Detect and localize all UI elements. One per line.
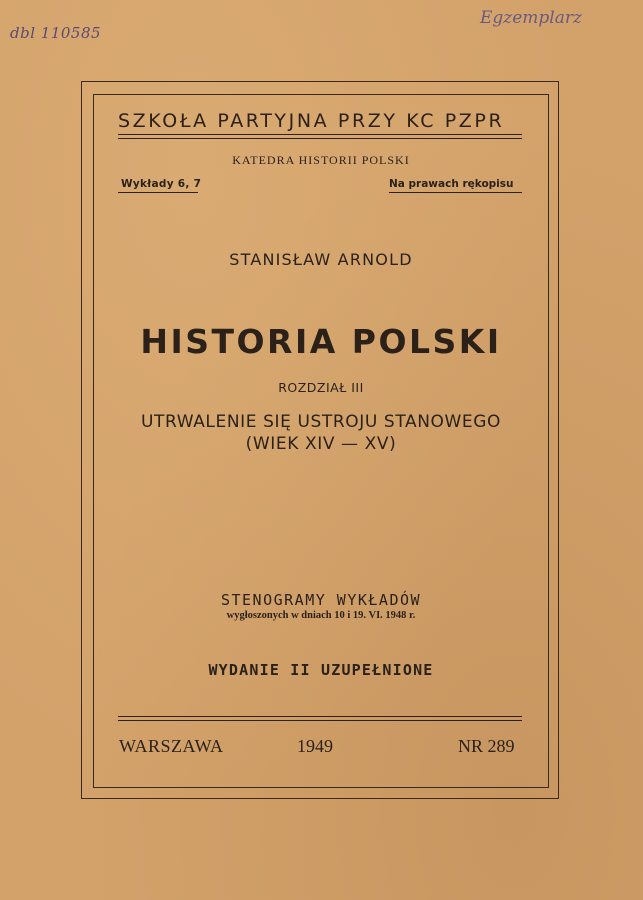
- publication-year: 1949: [297, 736, 333, 756]
- department-name: KATEDRA HISTORII POLSKI: [232, 153, 410, 167]
- divider: [118, 134, 522, 135]
- rights-note: Na prawach rękopisu: [389, 178, 514, 190]
- publication-city: WARSZAWA: [119, 736, 224, 756]
- handwritten-catalog-number: dbl 110585: [10, 24, 102, 42]
- divider: [389, 192, 522, 193]
- edition-label: WYDANIE II UZUPEŁNIONE: [208, 661, 434, 679]
- divider: [118, 192, 198, 193]
- book-title: HISTORIA POLSKI: [140, 322, 502, 361]
- delivery-dates: wygłoszonych w dniach 10 i 19. VI. 1948 r.: [226, 610, 416, 621]
- chapter-label: ROZDZIAŁ III: [278, 380, 364, 395]
- divider: [118, 720, 522, 721]
- divider: [118, 716, 522, 717]
- handwritten-note: Egzemplarz: [480, 8, 582, 28]
- lecture-numbers: Wykłady 6, 7: [121, 178, 202, 190]
- issue-number: NR 289: [458, 736, 515, 756]
- author-name: STANISŁAW ARNOLD: [229, 250, 413, 269]
- chapter-subtitle: UTRWALENIE SIĘ USTROJU STANOWEGO: [140, 412, 502, 432]
- divider: [118, 138, 522, 139]
- stenograms-heading: STENOGRAMY WYKŁADÓW: [220, 591, 422, 609]
- chapter-period: (WIEK XIV — XV): [245, 434, 397, 454]
- school-name: SZKOŁA PARTYJNA PRZY KC PZPR: [118, 110, 505, 132]
